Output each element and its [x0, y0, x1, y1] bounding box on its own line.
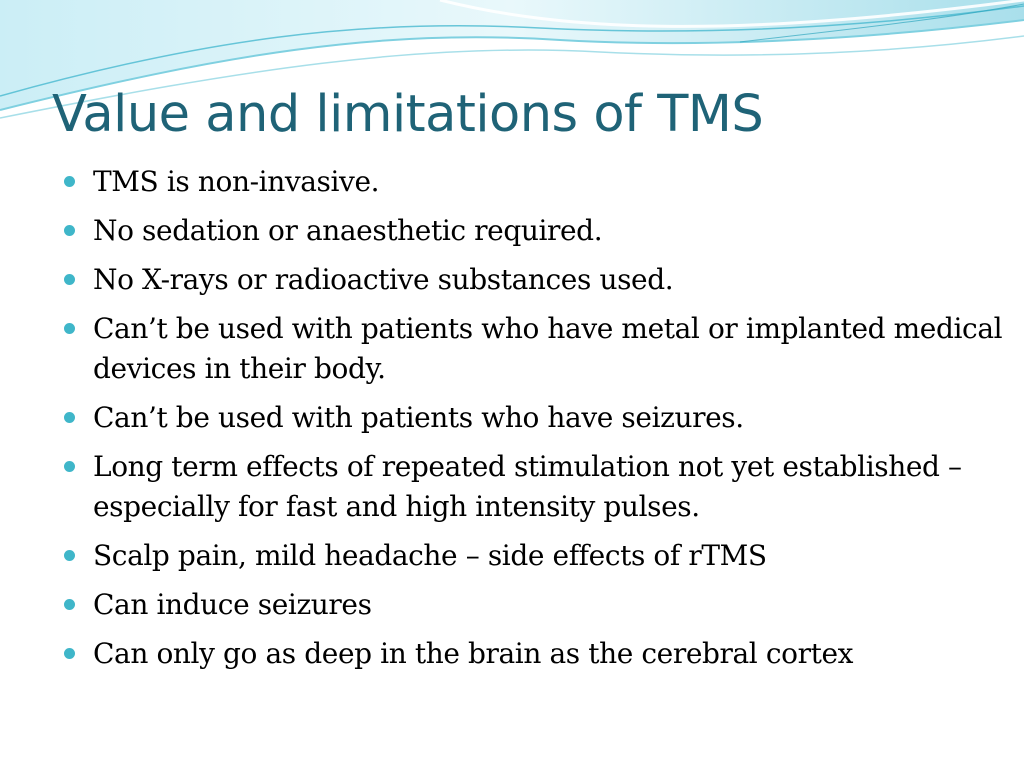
bullet-list — [64, 162, 1004, 683]
bullet-text: Can induce seizures — [93, 588, 372, 621]
list-item — [64, 585, 1004, 625]
bullet-dot-icon — [64, 412, 75, 423]
bullet-text: Can only go as deep in the brain as the cerebral cortex — [93, 637, 854, 670]
bullet-text: Can’t be used with patients who have metal or implanted medical devices in their body. — [93, 312, 1003, 385]
bullet-dot-icon — [64, 274, 75, 285]
bullet-dot-icon — [64, 648, 75, 659]
bullet-text: No X-rays or radioactive substances used. — [93, 263, 674, 296]
list-item — [64, 536, 1004, 576]
bullet-dot-icon — [64, 176, 75, 187]
list-item — [64, 398, 1004, 438]
list-item — [64, 309, 1004, 389]
bullet-text: No sedation or anaesthetic required. — [93, 214, 603, 247]
bullet-dot-icon — [64, 550, 75, 561]
list-item — [64, 211, 1004, 251]
list-item — [64, 447, 1004, 527]
list-item — [64, 260, 1004, 300]
bullet-dot-icon — [64, 225, 75, 236]
bullet-text: Scalp pain, mild headache – side effects of rTMS — [93, 539, 767, 572]
bullet-dot-icon — [64, 323, 75, 334]
bullet-text: TMS is non-invasive. — [93, 165, 380, 198]
list-item — [64, 162, 1004, 202]
bullet-text: Long term effects of repeated stimulation not yet established – especially for fast and high intensity pulses. — [93, 450, 962, 523]
bullet-dot-icon — [64, 461, 75, 472]
bullet-text: Can’t be used with patients who have seizures. — [93, 401, 744, 434]
slide-title: Value and limitations of TMS — [52, 85, 764, 144]
list-item — [64, 634, 1004, 674]
bullet-dot-icon — [64, 599, 75, 610]
